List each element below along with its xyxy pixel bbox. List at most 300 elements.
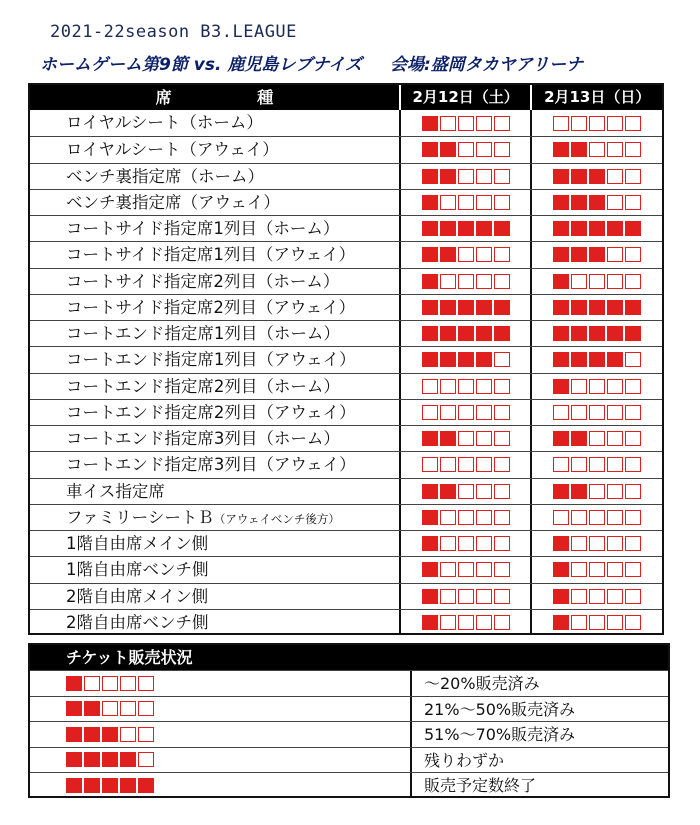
day1-status: [399, 242, 531, 267]
day1-status: [399, 321, 531, 346]
table-row: [30, 215, 662, 241]
day1-empty-square: [458, 405, 474, 420]
table-row: [30, 399, 662, 425]
legend-filled-square: [66, 701, 82, 716]
day1-filled-square: [422, 431, 438, 446]
legend-empty-square: [138, 676, 154, 691]
day2-filled-square: [553, 536, 569, 551]
day1-status: [399, 531, 531, 556]
table-row: [30, 268, 662, 294]
day2-filled-square: [571, 142, 587, 157]
day2-empty-square: [625, 431, 641, 446]
seat-name: [30, 110, 399, 136]
day2-empty-square: [625, 116, 641, 131]
day2-filled-square: [571, 326, 587, 341]
day1-filled-square: [440, 169, 456, 184]
day1-empty-square: [440, 405, 456, 420]
day1-empty-square: [422, 457, 438, 472]
day2-empty-square: [607, 484, 623, 499]
day1-empty-square: [458, 116, 474, 131]
day1-empty-square: [476, 142, 492, 157]
legend-squares: [30, 748, 410, 773]
day2-empty-square: [607, 195, 623, 210]
day1-empty-square: [476, 247, 492, 262]
seat-name: [30, 479, 399, 504]
day1-empty-square: [494, 484, 510, 499]
seat-name-text: コートエンド指定席2列目（ホーム）: [66, 376, 340, 396]
legend-squares: [30, 671, 410, 696]
day1-empty-square: [476, 116, 492, 131]
day1-filled-square: [458, 326, 474, 341]
day1-empty-square: [494, 510, 510, 525]
day1-empty-square: [494, 589, 510, 604]
day1-filled-square: [422, 300, 438, 315]
day2-empty-square: [553, 457, 569, 472]
day1-empty-square: [476, 562, 492, 577]
day1-empty-square: [458, 169, 474, 184]
col-day1: 2月12日（土）: [399, 85, 531, 110]
day1-filled-square: [422, 247, 438, 262]
day1-filled-square: [440, 431, 456, 446]
day1-filled-square: [476, 300, 492, 315]
day2-status: [530, 110, 662, 136]
seat-name-text: コートエンド指定席3列目（ホーム）: [66, 429, 340, 448]
day2-empty-square: [589, 142, 605, 157]
day2-filled-square: [571, 195, 587, 210]
seat-name-text: ロイヤルシート（アウェイ）: [66, 140, 279, 160]
legend-squares: [30, 722, 410, 747]
day1-status: [399, 295, 531, 320]
seat-name-text: コートサイド指定席1列目（アウェイ）: [66, 245, 356, 265]
day1-status: [399, 479, 531, 504]
season-title: 2021-22season B3.LEAGUE: [50, 22, 297, 42]
day2-status: [530, 610, 662, 635]
day1-empty-square: [458, 589, 474, 604]
table-row: [30, 556, 662, 582]
day2-filled-square: [571, 300, 587, 315]
seat-name-text: 2階自由席メイン側: [66, 586, 209, 606]
day1-status: [399, 137, 531, 162]
day1-filled-square: [422, 195, 438, 210]
day1-empty-square: [476, 379, 492, 394]
legend-filled-square: [84, 701, 100, 716]
day1-filled-square: [422, 116, 438, 131]
table-row: [30, 425, 662, 451]
day2-filled-square: [553, 247, 569, 262]
legend-empty-square: [138, 727, 154, 742]
day2-filled-square: [553, 300, 569, 315]
day2-filled-square: [589, 221, 605, 236]
day2-empty-square: [607, 431, 623, 446]
day2-empty-square: [625, 142, 641, 157]
seat-name-text: ベンチ裏指定席（アウェイ）: [66, 192, 280, 212]
day2-filled-square: [553, 221, 569, 236]
day1-status: [399, 610, 531, 635]
day2-filled-square: [553, 484, 569, 499]
seat-name: [30, 610, 399, 635]
day1-empty-square: [458, 510, 474, 525]
day1-empty-square: [458, 379, 474, 394]
day2-empty-square: [571, 379, 587, 394]
day2-empty-square: [607, 405, 623, 420]
day1-filled-square: [422, 510, 438, 525]
day1-empty-square: [422, 379, 438, 394]
day2-empty-square: [625, 562, 641, 577]
day2-empty-square: [553, 510, 569, 525]
day1-empty-square: [440, 510, 456, 525]
day2-filled-square: [589, 169, 605, 184]
day2-empty-square: [589, 510, 605, 525]
day1-filled-square: [476, 326, 492, 341]
day1-empty-square: [476, 615, 492, 630]
legend-title: チケット販売状況: [30, 645, 668, 670]
seat-name-text: コートサイド指定席2列目（アウェイ）: [66, 297, 356, 317]
day2-filled-square: [607, 352, 623, 367]
legend-label: 51%～70%販売済み: [410, 722, 668, 747]
day1-empty-square: [476, 405, 492, 420]
seat-name: [30, 584, 399, 609]
day2-empty-square: [625, 195, 641, 210]
legend-filled-square: [84, 752, 100, 767]
day1-filled-square: [458, 300, 474, 315]
day2-status: [530, 400, 662, 425]
day1-filled-square: [440, 142, 456, 157]
legend-filled-square: [66, 676, 82, 691]
day1-status: [399, 452, 531, 477]
day1-empty-square: [458, 247, 474, 262]
day1-empty-square: [440, 195, 456, 210]
seat-name-text: コートエンド指定席1列目（アウェイ）: [66, 350, 356, 370]
day2-empty-square: [553, 405, 569, 420]
day1-empty-square: [458, 457, 474, 472]
day2-filled-square: [553, 195, 569, 210]
sales-status-legend: [28, 643, 670, 798]
day2-filled-square: [553, 274, 569, 289]
day1-empty-square: [494, 615, 510, 630]
day2-empty-square: [571, 510, 587, 525]
day2-empty-square: [589, 274, 605, 289]
day1-empty-square: [476, 536, 492, 551]
legend-filled-square: [120, 778, 136, 793]
day2-filled-square: [589, 326, 605, 341]
seat-name: [30, 295, 399, 320]
day1-filled-square: [422, 326, 438, 341]
day1-empty-square: [422, 405, 438, 420]
day2-filled-square: [571, 484, 587, 499]
day1-empty-square: [440, 379, 456, 394]
legend-squares: [30, 697, 410, 722]
legend-row: [30, 696, 668, 722]
seat-name: [30, 321, 399, 346]
seat-name: [30, 452, 399, 477]
day2-status: [530, 531, 662, 556]
day2-status: [530, 505, 662, 530]
legend-label: 21%～50%販売済み: [410, 697, 668, 722]
day2-empty-square: [607, 169, 623, 184]
day1-empty-square: [440, 589, 456, 604]
table-row: [30, 136, 662, 162]
day1-filled-square: [422, 274, 438, 289]
day2-status: [530, 242, 662, 267]
table-row: [30, 320, 662, 346]
day1-filled-square: [440, 352, 456, 367]
legend-row: [30, 772, 668, 798]
day2-filled-square: [553, 589, 569, 604]
day2-filled-square: [571, 221, 587, 236]
day1-filled-square: [440, 221, 456, 236]
day1-filled-square: [422, 589, 438, 604]
day1-filled-square: [476, 221, 492, 236]
day2-empty-square: [607, 116, 623, 131]
day2-empty-square: [607, 536, 623, 551]
legend-label: ～20%販売済み: [410, 671, 668, 696]
table-row: [30, 110, 662, 136]
day1-filled-square: [422, 615, 438, 630]
seat-name-text: 2階自由席ベンチ側: [66, 612, 209, 632]
seat-name-text: 1階自由席メイン側: [66, 534, 209, 553]
day2-status: [530, 137, 662, 162]
seat-name: [30, 531, 399, 556]
day1-filled-square: [458, 352, 474, 367]
day1-filled-square: [458, 221, 474, 236]
day2-empty-square: [571, 536, 587, 551]
seat-name-text: コートサイド指定席1列目（ホーム）: [66, 219, 340, 238]
seat-name: [30, 426, 399, 451]
day2-status: [530, 479, 662, 504]
day2-status: [530, 190, 662, 215]
table-row: [30, 451, 662, 477]
day2-empty-square: [571, 562, 587, 577]
col-seat-type: 席 種: [155, 88, 314, 107]
day1-empty-square: [494, 274, 510, 289]
day2-filled-square: [625, 326, 641, 341]
day1-filled-square: [422, 562, 438, 577]
day2-empty-square: [625, 352, 641, 367]
day1-empty-square: [494, 142, 510, 157]
day1-status: [399, 426, 531, 451]
table-row: [30, 504, 662, 530]
day1-empty-square: [476, 431, 492, 446]
day1-empty-square: [494, 116, 510, 131]
day2-filled-square: [571, 169, 587, 184]
day2-status: [530, 426, 662, 451]
day2-empty-square: [607, 274, 623, 289]
day2-filled-square: [571, 247, 587, 262]
legend-squares: [30, 773, 410, 798]
day2-filled-square: [553, 142, 569, 157]
legend-filled-square: [102, 752, 118, 767]
day2-filled-square: [553, 431, 569, 446]
day2-empty-square: [625, 457, 641, 472]
day1-filled-square: [440, 326, 456, 341]
day1-filled-square: [494, 326, 510, 341]
day2-filled-square: [607, 221, 623, 236]
table-row: [30, 583, 662, 609]
day1-empty-square: [476, 589, 492, 604]
day2-empty-square: [607, 247, 623, 262]
day1-status: [399, 190, 531, 215]
day1-empty-square: [494, 169, 510, 184]
day2-filled-square: [553, 352, 569, 367]
day1-status: [399, 505, 531, 530]
day1-filled-square: [422, 484, 438, 499]
day1-empty-square: [476, 274, 492, 289]
day2-empty-square: [589, 431, 605, 446]
day2-empty-square: [571, 589, 587, 604]
day1-empty-square: [494, 352, 510, 367]
day1-empty-square: [440, 615, 456, 630]
table-row: [30, 294, 662, 320]
legend-empty-square: [102, 676, 118, 691]
day2-filled-square: [553, 379, 569, 394]
day2-filled-square: [589, 195, 605, 210]
day2-empty-square: [589, 457, 605, 472]
day1-empty-square: [494, 195, 510, 210]
day1-status: [399, 374, 531, 399]
day1-filled-square: [494, 221, 510, 236]
day1-filled-square: [440, 300, 456, 315]
day2-empty-square: [589, 379, 605, 394]
day1-filled-square: [422, 352, 438, 367]
day2-empty-square: [625, 379, 641, 394]
seat-name-text: ファミリーシートＢ: [66, 507, 214, 527]
legend-filled-square: [84, 727, 100, 742]
venue-label: 会場:盛岡タカヤアリーナ: [389, 55, 584, 75]
day2-status: [530, 557, 662, 582]
day1-empty-square: [458, 142, 474, 157]
table-row: [30, 189, 662, 215]
seat-name-text: コートサイド指定席2列目（ホーム）: [66, 271, 340, 291]
day2-empty-square: [625, 247, 641, 262]
seat-name: [30, 242, 399, 267]
seat-name: [30, 269, 399, 294]
day2-status: [530, 295, 662, 320]
day2-filled-square: [571, 431, 587, 446]
day1-empty-square: [458, 274, 474, 289]
day1-empty-square: [440, 274, 456, 289]
day2-empty-square: [589, 536, 605, 551]
table-row: [30, 346, 662, 372]
legend-filled-square: [84, 778, 100, 793]
legend-filled-square: [66, 778, 82, 793]
day2-filled-square: [607, 326, 623, 341]
day1-empty-square: [440, 562, 456, 577]
day1-status: [399, 216, 531, 241]
day2-filled-square: [589, 300, 605, 315]
day2-status: [530, 164, 662, 189]
day2-status: [530, 269, 662, 294]
seat-availability-table: [28, 83, 664, 635]
table-header: [30, 85, 662, 110]
table-row: [30, 163, 662, 189]
legend-empty-square: [138, 752, 154, 767]
day1-status: [399, 557, 531, 582]
day1-filled-square: [476, 352, 492, 367]
day1-status: [399, 164, 531, 189]
day2-empty-square: [625, 484, 641, 499]
day2-empty-square: [625, 405, 641, 420]
day2-empty-square: [589, 589, 605, 604]
seat-name: [30, 505, 399, 530]
seat-name-text: コートエンド指定席1列目（ホーム）: [66, 324, 340, 343]
day2-status: [530, 374, 662, 399]
day2-filled-square: [625, 300, 641, 315]
day1-filled-square: [440, 484, 456, 499]
legend-label: 販売予定数終了: [410, 773, 668, 798]
day2-status: [530, 347, 662, 372]
day2-filled-square: [571, 352, 587, 367]
day2-empty-square: [625, 536, 641, 551]
seat-name-text: ベンチ裏指定席（ホーム）: [66, 166, 264, 186]
day2-filled-square: [589, 352, 605, 367]
seat-name-note: （アウェイベンチ後方）: [213, 511, 340, 526]
day1-status: [399, 584, 531, 609]
day1-empty-square: [458, 195, 474, 210]
legend-body: [30, 670, 668, 798]
day2-status: [530, 452, 662, 477]
day2-filled-square: [553, 326, 569, 341]
day1-empty-square: [476, 510, 492, 525]
day2-empty-square: [571, 274, 587, 289]
legend-row: [30, 721, 668, 747]
day2-empty-square: [607, 589, 623, 604]
seat-name: [30, 557, 399, 582]
seat-name: [30, 347, 399, 372]
day1-status: [399, 347, 531, 372]
day1-empty-square: [458, 431, 474, 446]
legend-filled-square: [102, 727, 118, 742]
seat-name: [30, 137, 399, 162]
table-row: [30, 373, 662, 399]
day2-empty-square: [607, 615, 623, 630]
day2-filled-square: [589, 247, 605, 262]
day1-filled-square: [422, 221, 438, 236]
day2-status: [530, 584, 662, 609]
table-row: [30, 530, 662, 556]
day1-empty-square: [440, 457, 456, 472]
seat-name-text: ロイヤルシート（ホーム）: [66, 113, 263, 132]
day2-empty-square: [571, 457, 587, 472]
day2-empty-square: [607, 457, 623, 472]
table-row: [30, 478, 662, 504]
day1-empty-square: [458, 615, 474, 630]
seat-name: [30, 216, 399, 241]
day2-status: [530, 216, 662, 241]
seat-name: [30, 400, 399, 425]
day2-empty-square: [625, 615, 641, 630]
legend-empty-square: [120, 727, 136, 742]
day1-empty-square: [494, 247, 510, 262]
legend-empty-square: [138, 701, 154, 716]
legend-empty-square: [120, 701, 136, 716]
legend-filled-square: [120, 752, 136, 767]
day2-empty-square: [571, 116, 587, 131]
legend-empty-square: [84, 676, 100, 691]
day2-filled-square: [607, 300, 623, 315]
day2-empty-square: [625, 510, 641, 525]
day1-empty-square: [440, 116, 456, 131]
seat-name-text: コートエンド指定席2列目（アウェイ）: [66, 402, 356, 422]
day2-empty-square: [607, 379, 623, 394]
day1-empty-square: [494, 457, 510, 472]
day1-filled-square: [440, 247, 456, 262]
day1-empty-square: [494, 562, 510, 577]
legend-empty-square: [120, 676, 136, 691]
table-body: [30, 110, 662, 635]
day1-empty-square: [458, 484, 474, 499]
day2-filled-square: [553, 615, 569, 630]
legend-label: 残りわずか: [410, 748, 668, 773]
